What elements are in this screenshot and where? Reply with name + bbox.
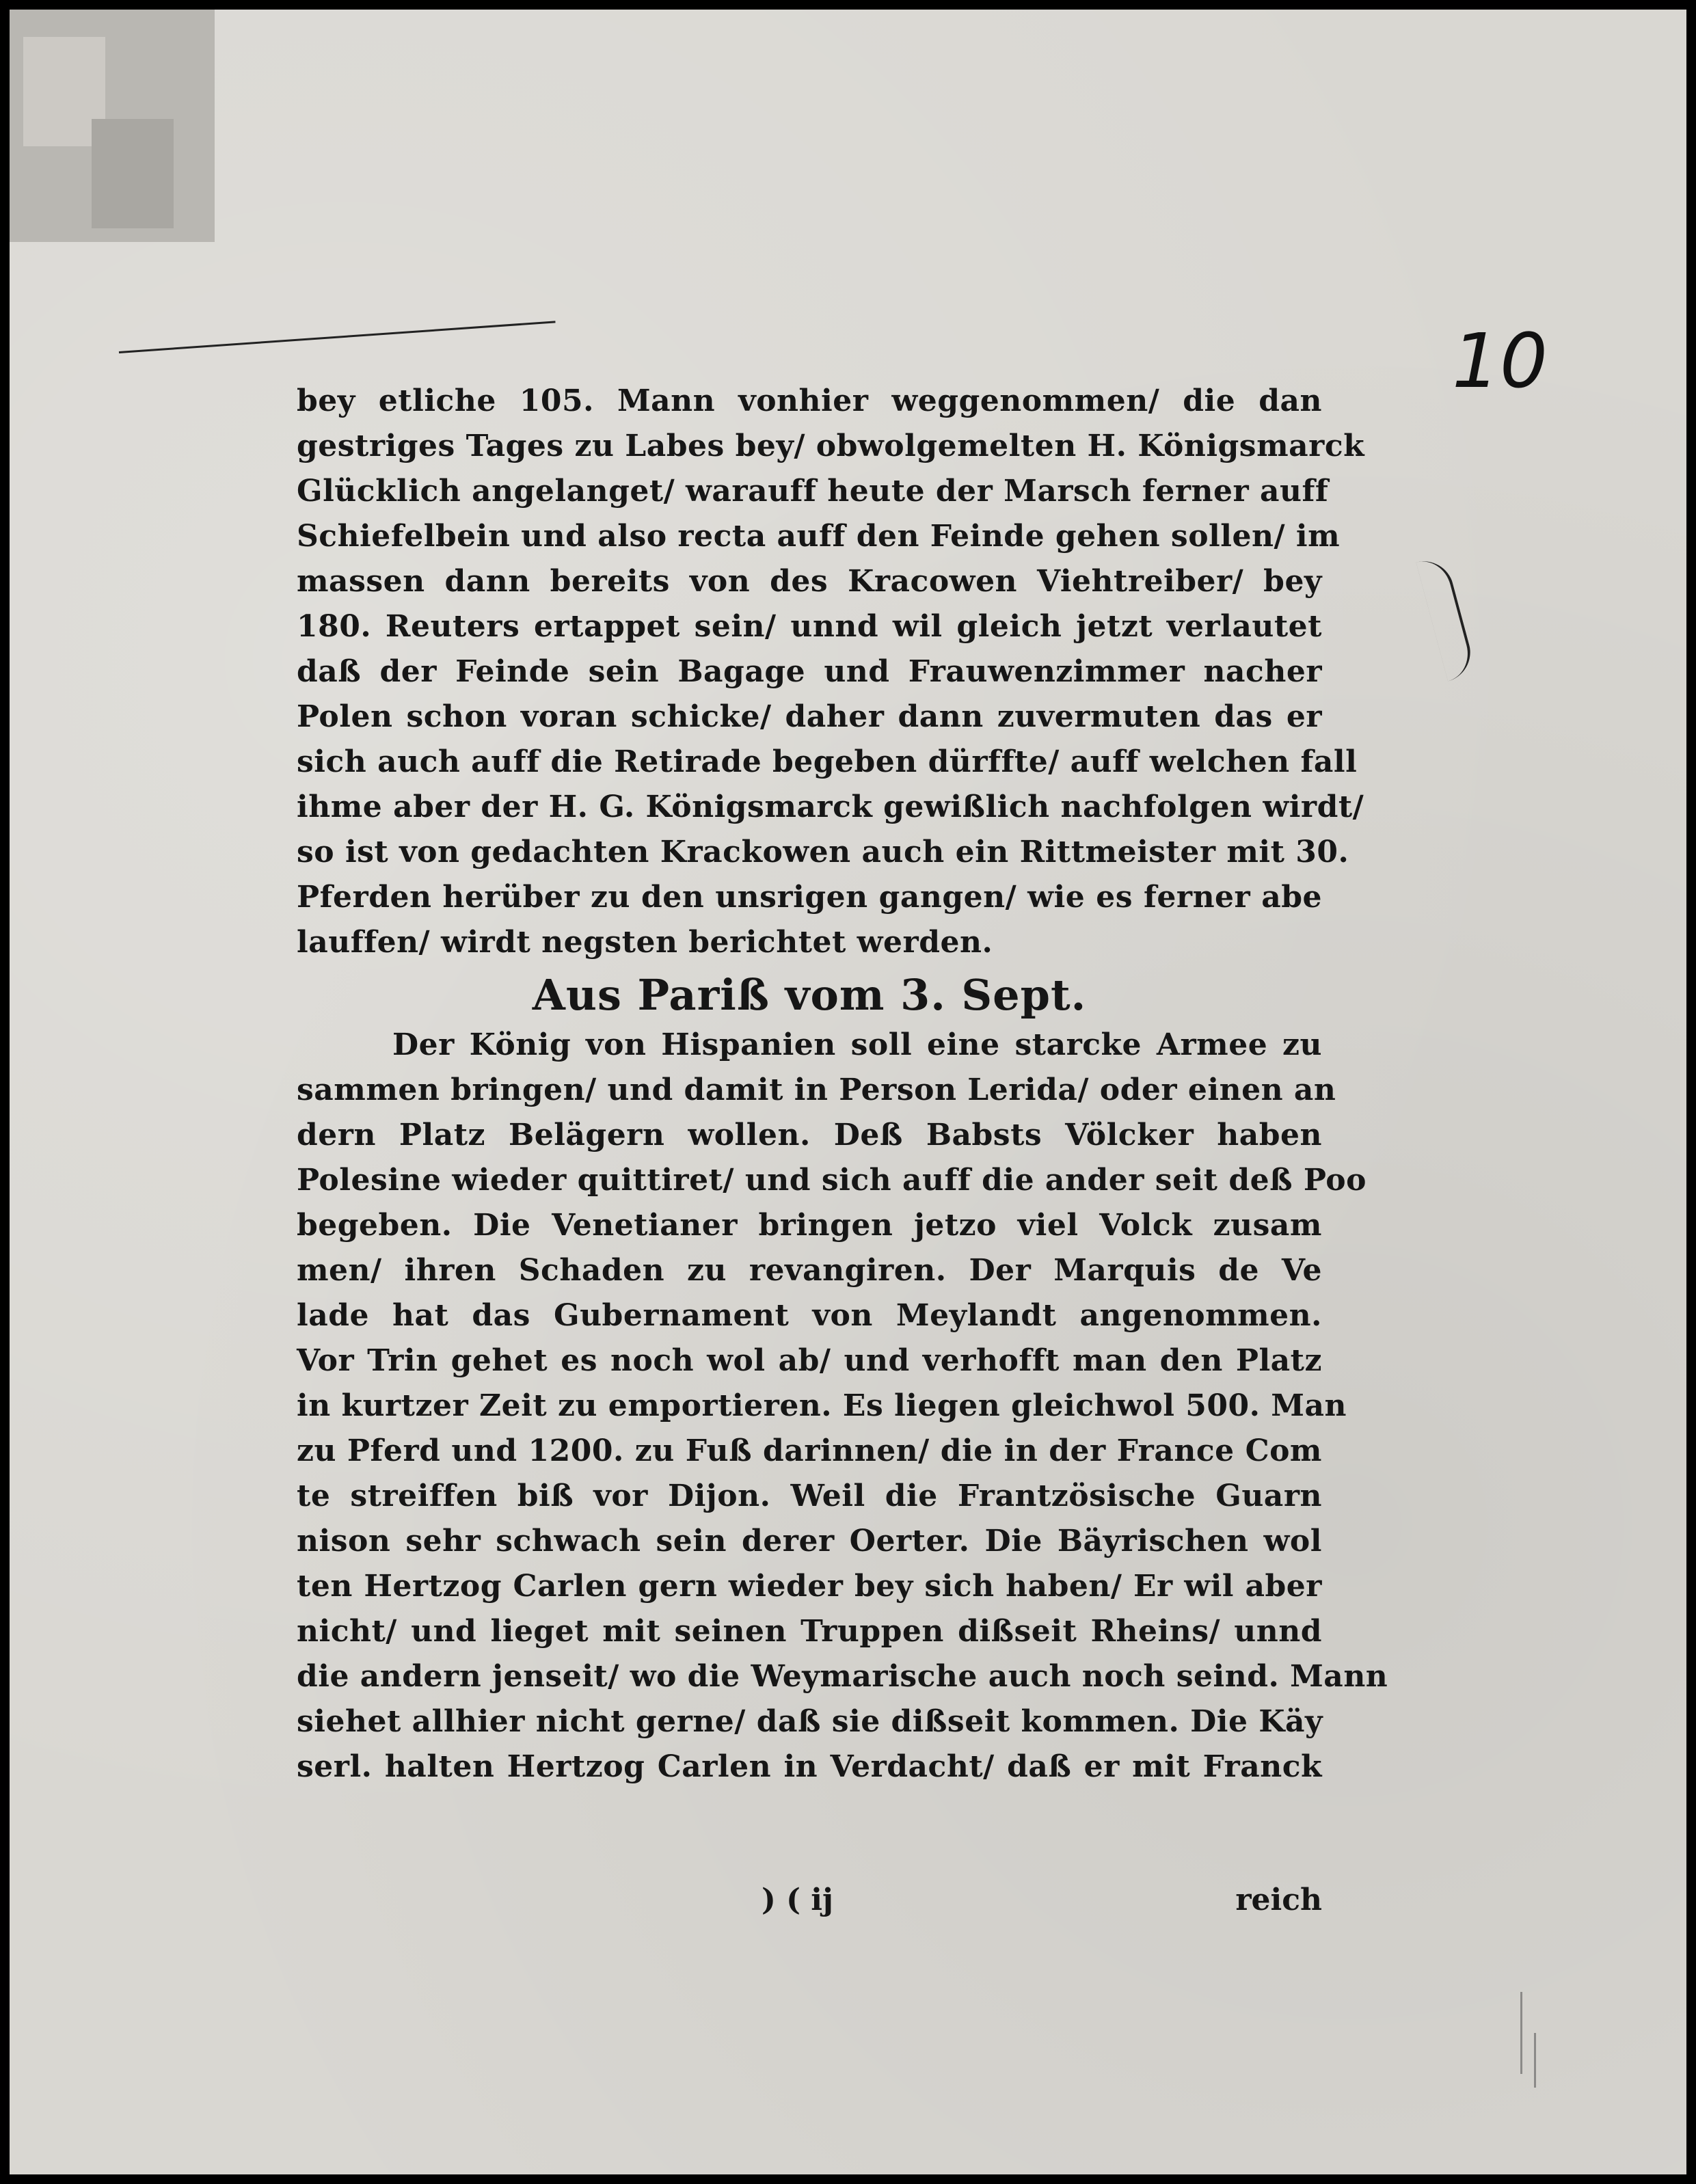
text-line: massen dann bereits von des Kracowen Viehtreiber/ bey <box>297 564 1322 599</box>
text-line: Der König von Hispanien soll eine starcke Armee zu <box>392 1027 1322 1062</box>
page-footer <box>297 1883 1322 1928</box>
folio-number: 10 <box>1452 317 1548 405</box>
text-line: lauffen/ wirdt negsten berichtet werden. <box>297 925 993 960</box>
text-line: sammen bringen/ und damit in Person Lerida/ oder einen an <box>297 1073 1336 1107</box>
text-line: so ist von gedachten Krackowen auch ein Rittmeister mit 30. <box>297 835 1349 869</box>
margin-rule-line <box>119 321 556 353</box>
catchword: reich <box>1235 1883 1322 1917</box>
stain-tab <box>92 119 174 228</box>
text-line: siehet allhier nicht gerne/ daß sie dißseit kommen. Die Käy <box>297 1704 1323 1739</box>
scan-scratch <box>1534 2033 1536 2088</box>
text-line: 180. Reuters ertappet sein/ unnd wil gleich jetzt verlautet <box>297 609 1322 644</box>
text-line: Schiefelbein und also recta auff den Feinde gehen sollen/ im <box>297 519 1341 554</box>
text-line: Vor Trin gehet es noch wol ab/ und verhofft man den Platz <box>297 1343 1322 1378</box>
text-line: bey etliche 105. Mann vonhier weggenommen/ die dan <box>297 383 1322 418</box>
text-line: Polesine wieder quittiret/ und sich auff die ander seit deß Poo <box>297 1163 1367 1198</box>
text-line: nicht/ und lieget mit seinen Truppen dißseit Rheins/ unnd <box>297 1614 1322 1649</box>
text-line: Glücklich angelanget/ warauff heute der Marsch ferner auff <box>297 474 1329 509</box>
text-line: begeben. Die Venetianer bringen jetzo viel Volck zusam <box>297 1208 1322 1243</box>
text-line: Pferden herüber zu den unsrigen gangen/ wie es ferner abe <box>297 880 1322 915</box>
text-line: ten Hertzog Carlen gern wieder bey sich haben/ Er wil aber <box>297 1569 1322 1604</box>
text-line: zu Pferd und 1200. zu Fuß darinnen/ die in der France Com <box>297 1433 1322 1468</box>
text-line: men/ ihren Schaden zu revangiren. Der Marquis de Ve <box>297 1253 1322 1288</box>
text-line: die andern jenseit/ wo die Weymarische auch noch seind. Mann <box>297 1659 1388 1694</box>
scan-scratch <box>1520 1992 1522 2074</box>
text-line: Polen schon voran schicke/ daher dann zuvermuten das er <box>297 699 1322 734</box>
text-line: lade hat das Gubernament von Meylandt angenommen. <box>297 1298 1322 1333</box>
text-line: te streiffen biß vor Dijon. Weil die Frantzösische Guarn <box>297 1479 1322 1513</box>
signature-mark: ) ( ij <box>762 1883 833 1917</box>
text-line: nison sehr schwach sein derer Oerter. Die Bäyrischen wol <box>297 1524 1322 1559</box>
corner-stain <box>10 10 215 242</box>
text-line: dern Platz Belägern wollen. Deß Babsts Völcker haben <box>297 1118 1322 1152</box>
document-page <box>10 10 1686 2174</box>
text-line: ihme aber der H. G. Königsmarck gewißlich nachfolgen wirdt/ <box>297 790 1364 824</box>
body-text <box>297 379 1388 1790</box>
text-line: serl. halten Hertzog Carlen in Verdacht/ daß er mit Franck <box>297 1749 1322 1784</box>
text-line: daß der Feinde sein Bagage und Frauwenzimmer nacher <box>297 654 1322 689</box>
section-heading: Aus Pariß vom 3. Sept. <box>532 970 1087 1020</box>
text-line: in kurtzer Zeit zu emportieren. Es liegen gleichwol 500. Man <box>297 1388 1347 1423</box>
text-line: sich auch auff die Retirade begeben dürffte/ auff welchen fall <box>297 744 1358 779</box>
text-line: gestriges Tages zu Labes bey/ obwolgemelten H. Königsmarck <box>297 429 1365 463</box>
margin-bracket-mark <box>1416 554 1477 681</box>
